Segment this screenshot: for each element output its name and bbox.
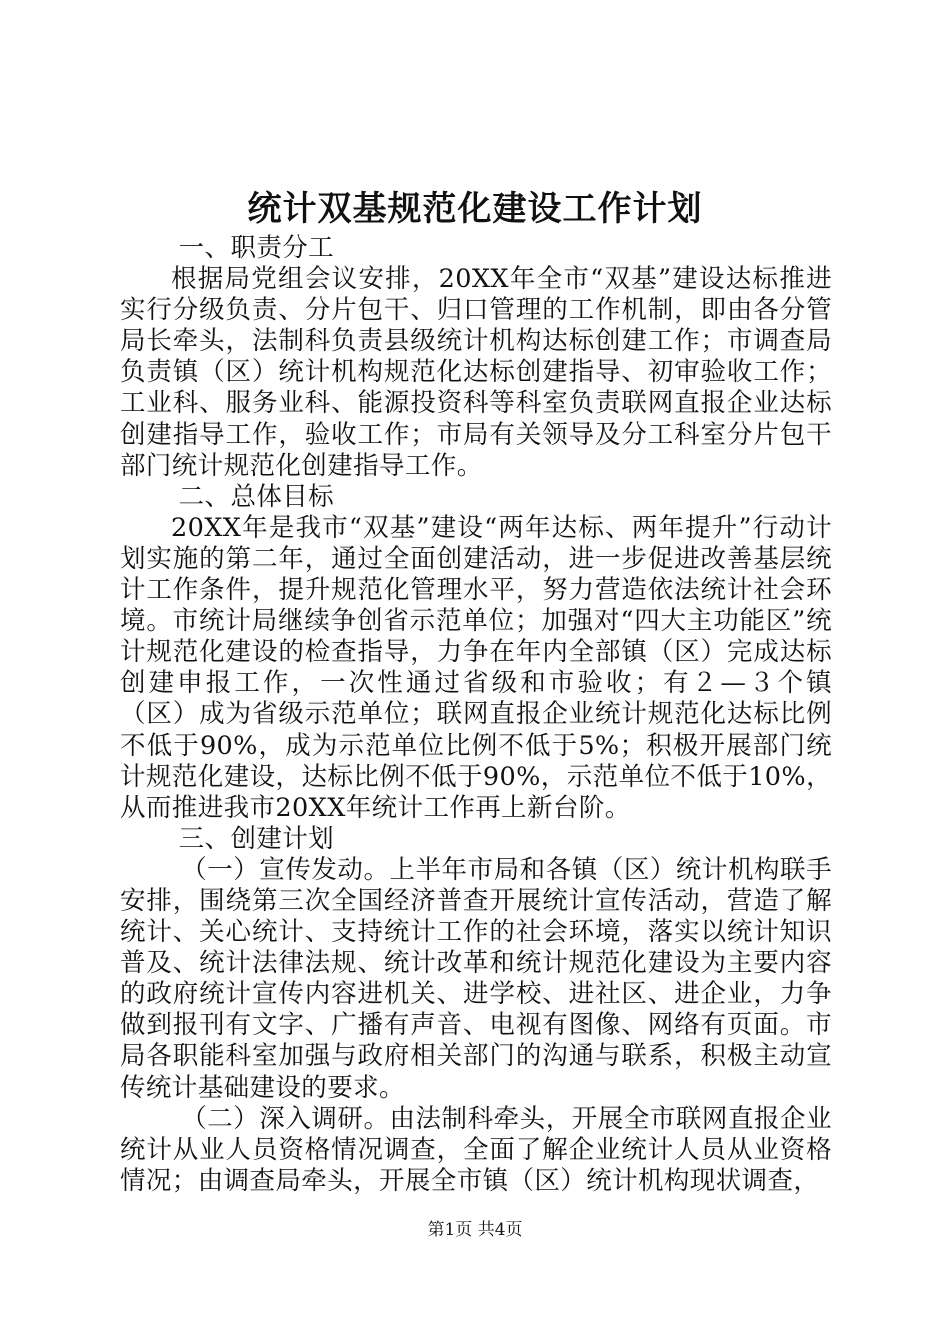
section-heading-goals: 二、总体目标 (178, 481, 335, 512)
paragraph-duties: 根据局党组会议安排，20XX年全市“双基”建设达标推进实行分级负责、分片包干、归口管理的工作机制，即由各分管局长牵头，法制科负责县级统计机构达标创建工作；市调查局负责镇（区）统计机构规范化达标创建指导、初审验收工作；工业科、服务业科、能源投资科等科室负责联网直报企业达标创建指导工作，验收工作；市局有关领导及分工科室分片包干部门统计规范化创建指导工作。 (120, 264, 832, 481)
paragraph-goals: 20XX年是我市“双基”建设“两年达标、两年提升”行动计划实施的第二年，通过全面创建活动，进一步促进改善基层统计工作条件，提升规范化管理水平，努力营造依法统计社会环境。市统计局继续争创省示范单位；加强对“四大主功能区”统计规范化建设的检查指导，力争在年内全部镇（区）完成达标创建申报工作，一次性通过省级和市验收；有２—３个镇（区）成为省级示范单位；联网直报企业统计规范化达标比例不低于90%，成为示范单位比例不低于5%；积极开展部门统计规范化建设，达标比例不低于90%，示范单位不低于10%，从而推进我市20XX年统计工作再上新台阶。 (120, 512, 832, 823)
paragraph-research: （二）深入调研。由法制科牵头，开展全市联网直报企业统计从业人员资格情况调查，全面了解企业统计人员从业资格情况；由调查局牵头，开展全市镇（区）统计机构现状调查， (120, 1103, 832, 1196)
section-heading-duties: 一、职责分工 (178, 233, 335, 263)
document-title: 统计双基规范化建设工作计划 (247, 189, 703, 229)
paragraph-publicity: （一）宣传发动。上半年市局和各镇（区）统计机构联手安排，围绕第三次全国经济普查开展统计宣传活动，营造了解统计、关心统计、支持统计工作的社会环境，落实以统计知识普及、统计法律法规、统计改革和统计规范化建设为主要内容的政府统计宣传内容进机关、进学校、进社区、进企业，力争做到报刊有文字、广播有声音、电视有图像、网络有页面。市局各职能科室加强与政府相关部门的沟通与联系，积极主动宣传统计基础建设的要求。 (120, 854, 832, 1103)
section-heading-plan: 三、创建计划 (178, 823, 335, 854)
page-number: 第1页 共4页 (427, 1220, 523, 1240)
document-body (120, 233, 832, 1197)
